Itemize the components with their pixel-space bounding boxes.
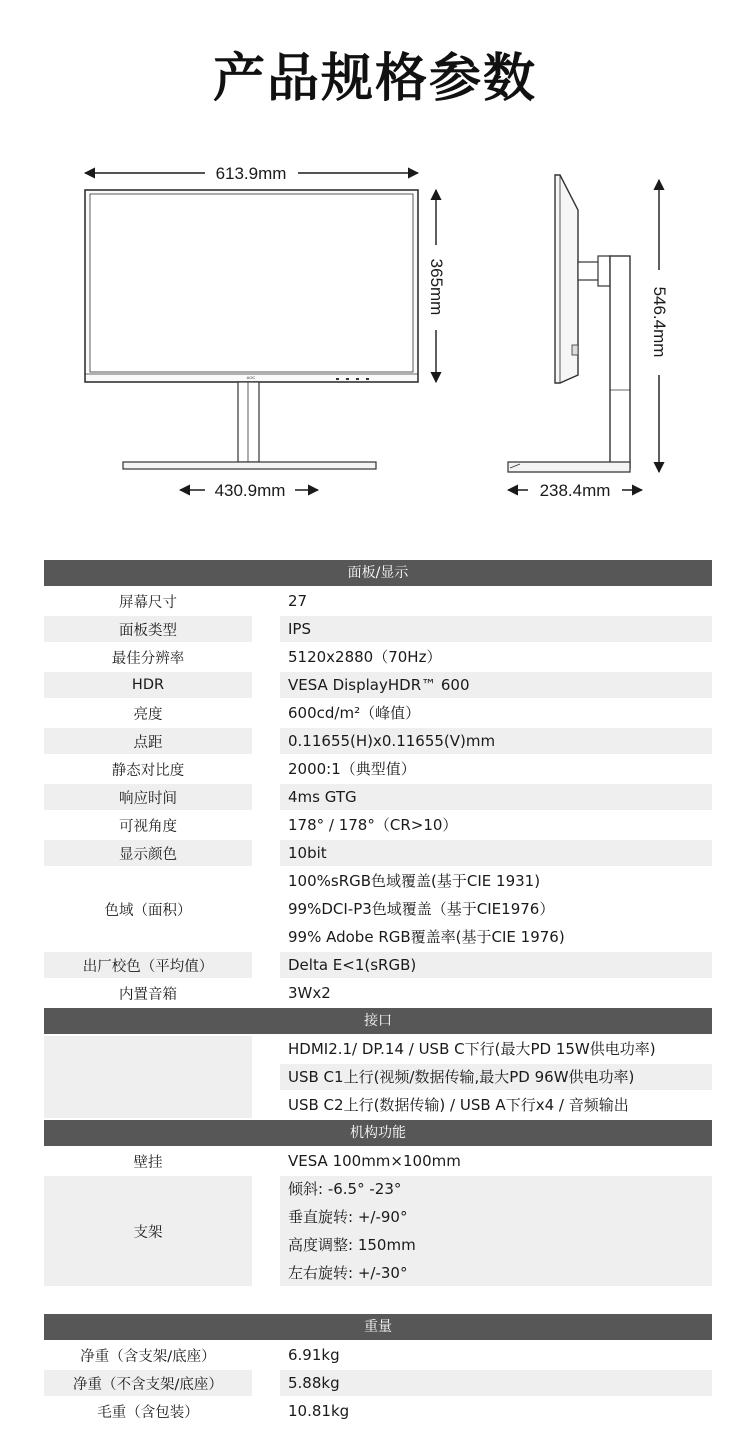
spec-row (44, 1036, 712, 1118)
spec-row (44, 840, 712, 866)
monitor-dimension-diagram (0, 150, 750, 510)
spec-value: 4ms GTG (280, 784, 712, 810)
spec-label: 响应时间 (44, 784, 252, 810)
spec-label: 支架 (44, 1176, 252, 1286)
spec-label: 净重（含支架/底座） (80, 1348, 216, 1365)
spec-value: HDMI2.1/ DP.14 / USB C下行(最大PD 15W供电功率) (288, 1040, 656, 1058)
spec-value: 3Wx2 (288, 984, 331, 1002)
spec-row (44, 1370, 712, 1396)
front-screen (90, 194, 413, 372)
front-logo: AOC (246, 375, 256, 380)
spec-label: 可视角度 (119, 818, 177, 835)
base-width-label: 430.9mm (214, 481, 286, 500)
section-header-weight: 重量 (44, 1314, 712, 1340)
spec-row (44, 616, 712, 642)
spec-label: 出厂校色（平均值） (44, 952, 252, 978)
spec-row (44, 812, 712, 838)
spec-value: 10.81kg (288, 1402, 350, 1420)
spec-value: 99% Adobe RGB覆盖率(基于CIE 1976) (288, 928, 565, 946)
base-depth-label: 238.4mm (539, 481, 611, 500)
screen-height-label: 365mm (427, 258, 446, 316)
spec-value: 6.91kg (288, 1346, 340, 1364)
spec-label: 亮度 (133, 706, 163, 723)
spec-label: 壁挂 (133, 1154, 163, 1171)
spec-row (44, 644, 712, 670)
spec-label: HDR (44, 672, 252, 698)
spec-label (44, 1036, 252, 1118)
section-header-panel: 面板/显示 (44, 560, 712, 586)
spec-value: 178° / 178°（CR>10） (288, 816, 458, 834)
spec-value: IPS (280, 616, 712, 642)
spec-value: VESA 100mm×100mm (288, 1152, 461, 1170)
spec-value: 100%sRGB色域覆盖(基于CIE 1931) (288, 872, 541, 890)
spec-label: 色域（面积） (104, 902, 192, 919)
spec-value: 0.11655(H)x0.11655(V)mm (280, 728, 712, 754)
width-label: 613.9mm (215, 164, 287, 183)
spec-value: 高度调整: 150mm (280, 1232, 712, 1258)
page-title: 产品规格参数 (212, 49, 537, 109)
spec-row (44, 756, 712, 782)
spec-label: 毛重（含包装） (97, 1404, 199, 1421)
spec-row (44, 672, 712, 698)
spec-value: 2000:1（典型值） (288, 760, 416, 778)
spec-row (44, 1176, 712, 1286)
total-height-label: 546.4mm (650, 286, 669, 358)
spec-table (44, 560, 712, 1426)
spec-row (44, 980, 712, 1006)
spec-value: 99%DCI-P3色域覆盖（基于CIE1976） (288, 900, 555, 918)
spec-row (44, 1342, 712, 1368)
spec-row (44, 1148, 712, 1174)
spec-value: 倾斜: -6.5° -23° (280, 1176, 712, 1202)
spec-value: USB C2上行(数据传输) / USB A下行x4 / 音频输出 (288, 1096, 629, 1114)
spec-label: 点距 (44, 728, 252, 754)
spec-label: 内置音箱 (119, 986, 177, 1003)
spec-label: 屏幕尺寸 (119, 594, 177, 611)
spec-value: VESA DisplayHDR™ 600 (280, 672, 712, 698)
spec-value: Delta E<1(sRGB) (280, 952, 712, 978)
spec-row (44, 952, 712, 978)
spec-value: 5120x2880（70Hz） (288, 648, 442, 666)
front-view (85, 190, 418, 469)
spec-row (44, 588, 712, 614)
spec-value: 左右旋转: +/-30° (280, 1260, 712, 1286)
spec-label: 净重（不含支架/底座） (44, 1370, 252, 1396)
spec-row (44, 728, 712, 754)
front-stand-base (123, 462, 376, 469)
section-header-mechanics: 机构功能 (44, 1120, 712, 1146)
spec-row (44, 700, 712, 726)
side-base (508, 462, 630, 472)
side-view (508, 175, 630, 472)
spec-value: 垂直旋转: +/-90° (280, 1204, 712, 1230)
spec-row (44, 1398, 712, 1424)
front-stand-neck (238, 382, 259, 462)
section-header-ports: 接口 (44, 1008, 712, 1034)
spec-value: 10bit (280, 840, 712, 866)
spec-label: 静态对比度 (111, 762, 185, 779)
spec-label: 最佳分辨率 (111, 650, 185, 667)
spec-row (44, 784, 712, 810)
spec-row (44, 868, 712, 950)
side-stand-post (610, 256, 630, 468)
spec-value: 600cd/m²（峰值） (288, 704, 421, 722)
spec-label: 面板类型 (44, 616, 252, 642)
spec-label: 显示颜色 (44, 840, 252, 866)
spec-value: USB C1上行(视频/数据传输,最大PD 96W供电功率) (280, 1064, 712, 1090)
spec-value: 5.88kg (280, 1370, 712, 1396)
spec-value: 27 (288, 592, 308, 610)
